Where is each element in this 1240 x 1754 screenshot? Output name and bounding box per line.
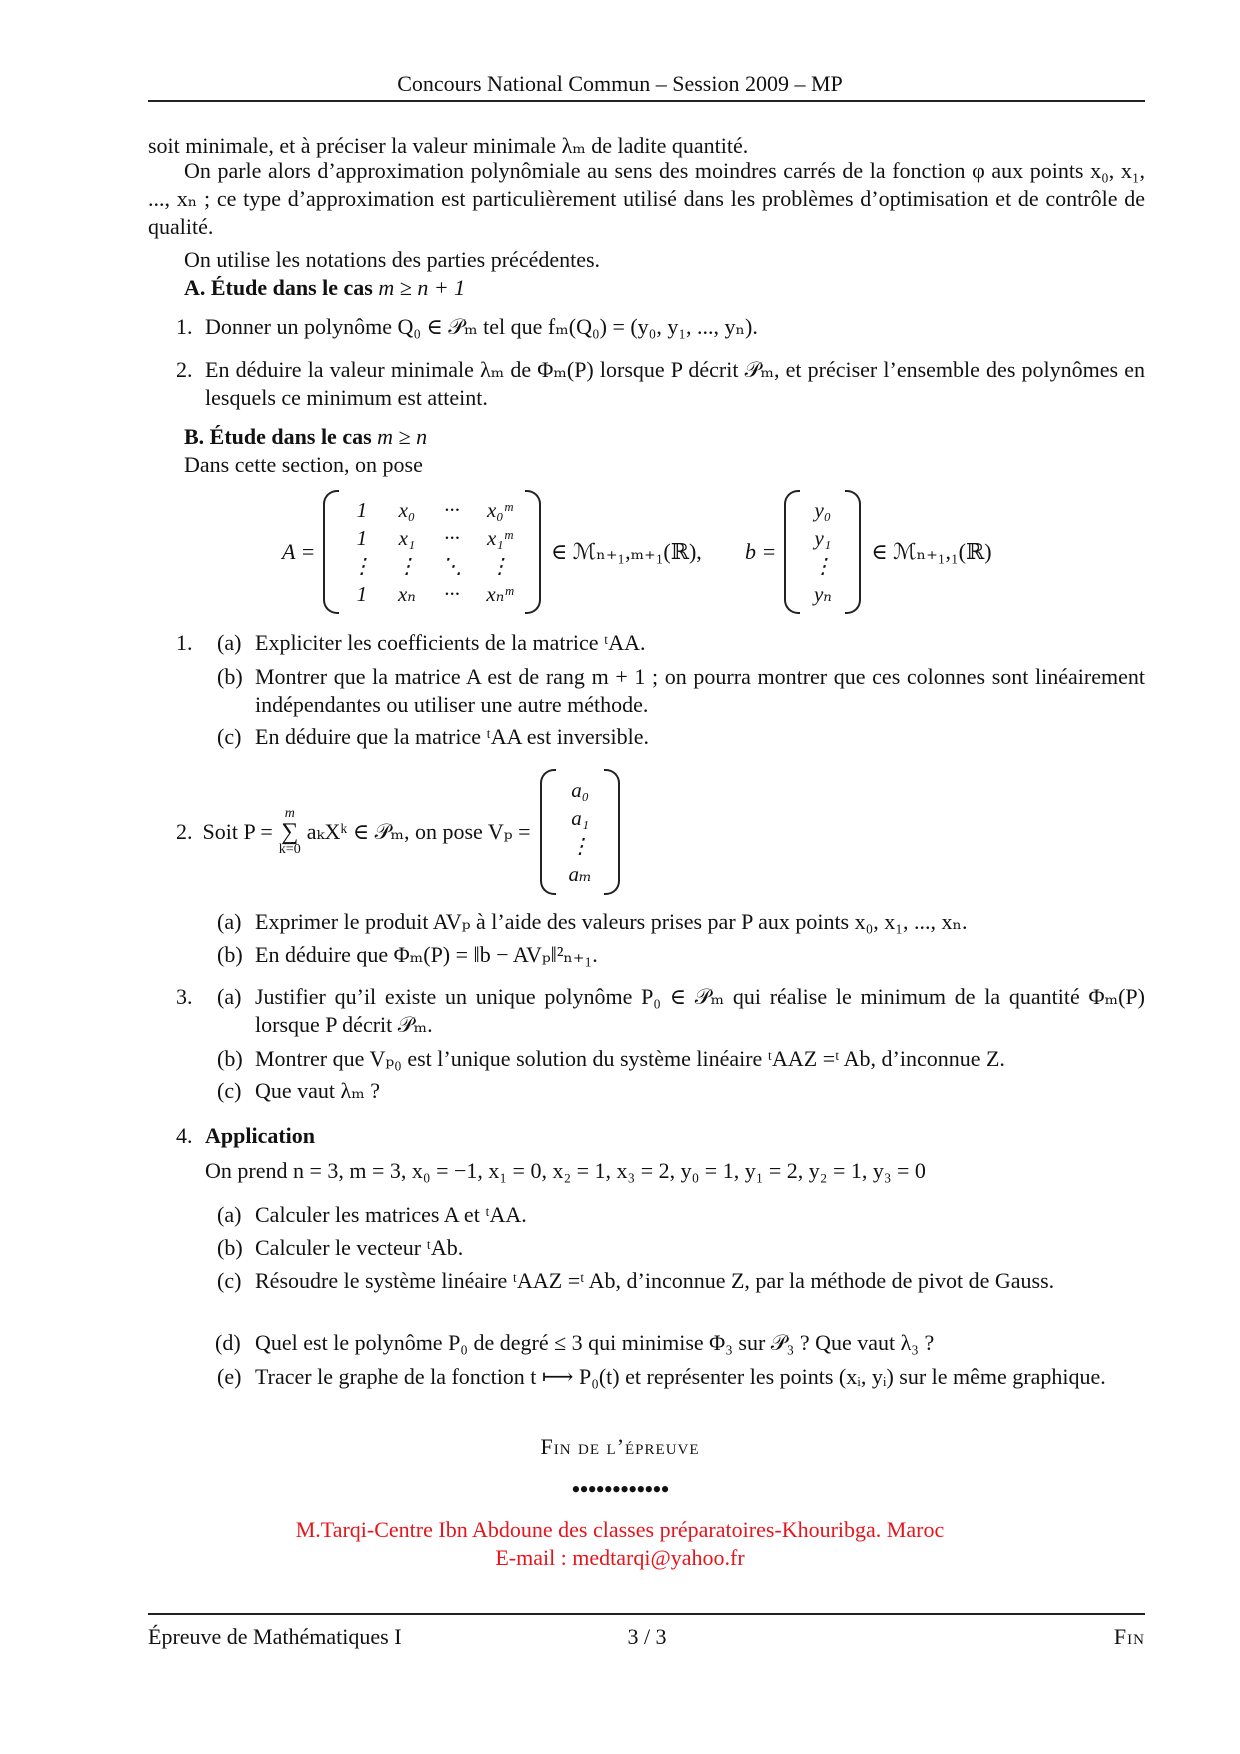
- vector-b-equation: [745, 490, 992, 614]
- left-paren: [784, 490, 800, 614]
- cell: ···: [444, 581, 460, 606]
- footer-rule: [148, 1613, 1145, 1615]
- b-q3c-text: Que vaut λₘ ?: [255, 1078, 380, 1103]
- cell: xₙᵐ: [486, 581, 513, 606]
- cell: ⋮: [489, 553, 511, 578]
- b-q3a-label: (a): [217, 984, 242, 1009]
- b-q4a-label: (a): [217, 1202, 242, 1227]
- section-b-condition: m ≥ n: [377, 424, 428, 449]
- b-q1a-text: Expliciter les coefficients de la matrice ᵗAA.: [255, 630, 646, 655]
- b-q2-lead: Soit P =: [202, 819, 273, 844]
- footer-right: Fin: [1113, 1624, 1145, 1649]
- page-header: Concours National Commun – Session 2009 – MP: [397, 71, 843, 96]
- section-a-label: A. Étude dans le cas: [184, 275, 373, 300]
- a-q2-text: En déduire la valeur minimale λₘ de Φₘ(P) lorsque P décrit 𝒫ₘ, et préciser l’ensemble des polynômes en lesquels ce minimum est atteint.: [205, 357, 1145, 410]
- cell: ⋮: [812, 553, 834, 578]
- b-q1c-label: (c): [217, 724, 242, 749]
- b-q2a-text: Exprimer le produit AVₚ à l’aide des valeurs prises par P aux points x₀, x₁, ..., xₙ.: [255, 909, 968, 934]
- matrix-a-label: A =: [282, 539, 316, 564]
- author-email[interactable]: E-mail : medtarqi@yahoo.fr: [495, 1545, 745, 1570]
- cell: 1: [356, 581, 368, 606]
- b-q2b-label: (b): [217, 942, 243, 967]
- cell: x₁ᵐ: [486, 525, 513, 550]
- b-q4-title: Application: [205, 1123, 316, 1148]
- right-paren: [845, 490, 861, 614]
- end-dots: ••••••••••••: [571, 1475, 669, 1504]
- vector-b-space: ∈ ℳₙ₊₁,₁(ℝ): [871, 539, 992, 564]
- left-paren: [540, 769, 556, 895]
- intro-paragraph: On parle alors d’approximation polynômiale au sens des moindres carrés de la fonction φ aux points x₀, x₁, ..., xₙ ; ce type d’approximation est particulièrement utilisé dans les problèmes d’optimisation et de contrôle de qualité.: [148, 158, 1145, 239]
- cell: ···: [444, 525, 460, 550]
- cell: ⋮: [396, 553, 418, 578]
- b-q3-num: 3.: [176, 984, 193, 1009]
- b-q4d-label: (d): [215, 1330, 241, 1355]
- sum-symbol: ∑: [281, 819, 299, 845]
- b-q4-num: 4.: [176, 1123, 193, 1148]
- b-q4a-text: Calculer les matrices A et ᵗAA.: [255, 1202, 527, 1227]
- intro-notation: On utilise les notations des parties précédentes.: [184, 247, 601, 272]
- b-q2-after-sum: aₖXᵏ ∈ 𝒫ₘ, on pose Vₚ =: [306, 819, 531, 844]
- cell: 1: [356, 525, 368, 550]
- footer-page-number: 3 / 3: [627, 1624, 667, 1649]
- vector-b-label: b =: [745, 539, 777, 564]
- section-b-intro: Dans cette section, on pose: [184, 452, 423, 477]
- cell: a₀: [571, 777, 590, 802]
- b-q3b-text: Montrer que Vₚ₀ est l’unique solution du système linéaire ᵗAAZ =ᵗ Ab, d’inconnue Z.: [255, 1046, 1005, 1071]
- end-title: Fin de l’épreuve: [540, 1434, 700, 1459]
- cell: x₀: [398, 497, 416, 522]
- footer-left: Épreuve de Mathématiques I: [148, 1624, 402, 1649]
- a-q1-num: 1.: [176, 314, 193, 339]
- matrix-a: [339, 496, 525, 608]
- left-paren: [323, 490, 339, 614]
- author-credit: M.Tarqi-Centre Ibn Abdoune des classes préparatoires-Khouribga. Maroc: [295, 1517, 945, 1542]
- b-q4c-label: (c): [217, 1268, 242, 1293]
- b-q4-data: On prend n = 3, m = 3, x₀ = −1, x₁ = 0, x₂ = 1, x₃ = 2, y₀ = 1, y₁ = 2, y₂ = 1, y₃ = 0: [205, 1158, 926, 1183]
- section-b-label: B. Étude dans le cas: [184, 424, 372, 449]
- cell: ···: [444, 497, 460, 522]
- cell: y₀: [814, 497, 832, 522]
- b-q3c-label: (c): [217, 1078, 242, 1103]
- b-q3a-text: Justifier qu’il existe un unique polynôme P₀ ∈ 𝒫ₘ qui réalise le minimum de la quantité Φₘ(P) lorsque P décrit 𝒫ₘ.: [255, 984, 1145, 1037]
- header-rule: [148, 100, 1145, 102]
- sum-lower-bound: k=0: [278, 842, 301, 857]
- b-q1b-label: (b): [217, 664, 243, 689]
- b-q4b-label: (b): [217, 1235, 243, 1260]
- b-q2a-label: (a): [217, 909, 242, 934]
- intro-line: soit minimale, et à préciser la valeur minimale λₘ de ladite quantité.: [148, 133, 749, 158]
- cell: aₘ: [568, 861, 592, 886]
- b-q2-num: 2.: [176, 819, 193, 844]
- sum-operator: [279, 807, 301, 857]
- b-q1c-text: En déduire que la matrice ᵗAA est inversible.: [255, 724, 649, 749]
- cell: a₁: [571, 805, 590, 830]
- cell: ⋱: [441, 553, 463, 578]
- right-paren: [525, 490, 541, 614]
- matrix-a-space: ∈ ℳₙ₊₁,ₘ₊₁(ℝ),: [550, 539, 702, 564]
- b-q1-num: 1.: [176, 630, 193, 655]
- vector-b: [800, 496, 845, 608]
- cell: xₙ: [397, 581, 416, 606]
- b-q4e-label: (e): [217, 1364, 242, 1389]
- section-a-title: [184, 274, 465, 302]
- sum-upper-bound: m: [284, 806, 295, 821]
- section-a-condition: m ≥ n + 1: [378, 275, 466, 300]
- b-q2-statement: [176, 768, 620, 896]
- cell: ⋮: [569, 833, 591, 858]
- b-q4b-text: Calculer le vecteur ᵗAb.: [255, 1235, 464, 1260]
- cell: yₙ: [813, 581, 832, 606]
- a-q2-num: 2.: [176, 357, 193, 382]
- a-q1-text: Donner un polynôme Q₀ ∈ 𝒫ₘ tel que fₘ(Q₀) = (y₀, y₁, ..., yₙ).: [205, 314, 758, 339]
- cell: 1: [356, 497, 368, 522]
- b-q4c-text: Résoudre le système linéaire ᵗAAZ =ᵗ Ab, d’inconnue Z, par la méthode de pivot de Gauss.: [255, 1268, 1055, 1293]
- b-q2b-text: En déduire que Φₘ(P) = ‖b − AVₚ‖²ₙ₊₁.: [255, 942, 598, 967]
- cell: x₁: [398, 525, 416, 550]
- matrix-a-equation: [282, 490, 702, 614]
- right-paren: [604, 769, 620, 895]
- vector-vp: [556, 776, 603, 888]
- cell: x₀ᵐ: [486, 497, 513, 522]
- section-b-title: [184, 423, 427, 451]
- b-q4e-text: Tracer le graphe de la fonction t ⟼ P₀(t) et représenter les points (xᵢ, yᵢ) sur le même graphique.: [255, 1364, 1106, 1389]
- b-q1a-label: (a): [217, 630, 242, 655]
- b-q3b-label: (b): [217, 1046, 243, 1071]
- cell: ⋮: [351, 553, 373, 578]
- b-q4d-text: Quel est le polynôme P₀ de degré ≤ 3 qui minimise Φ₃ sur 𝒫₃ ? Que vaut λ₃ ?: [255, 1330, 935, 1355]
- b-q1b-text: Montrer que la matrice A est de rang m + 1 ; on pourra montrer que ces colonnes sont linéairement indépendantes ou utiliser une autre méthode.: [255, 664, 1145, 717]
- cell: y₁: [814, 525, 832, 550]
